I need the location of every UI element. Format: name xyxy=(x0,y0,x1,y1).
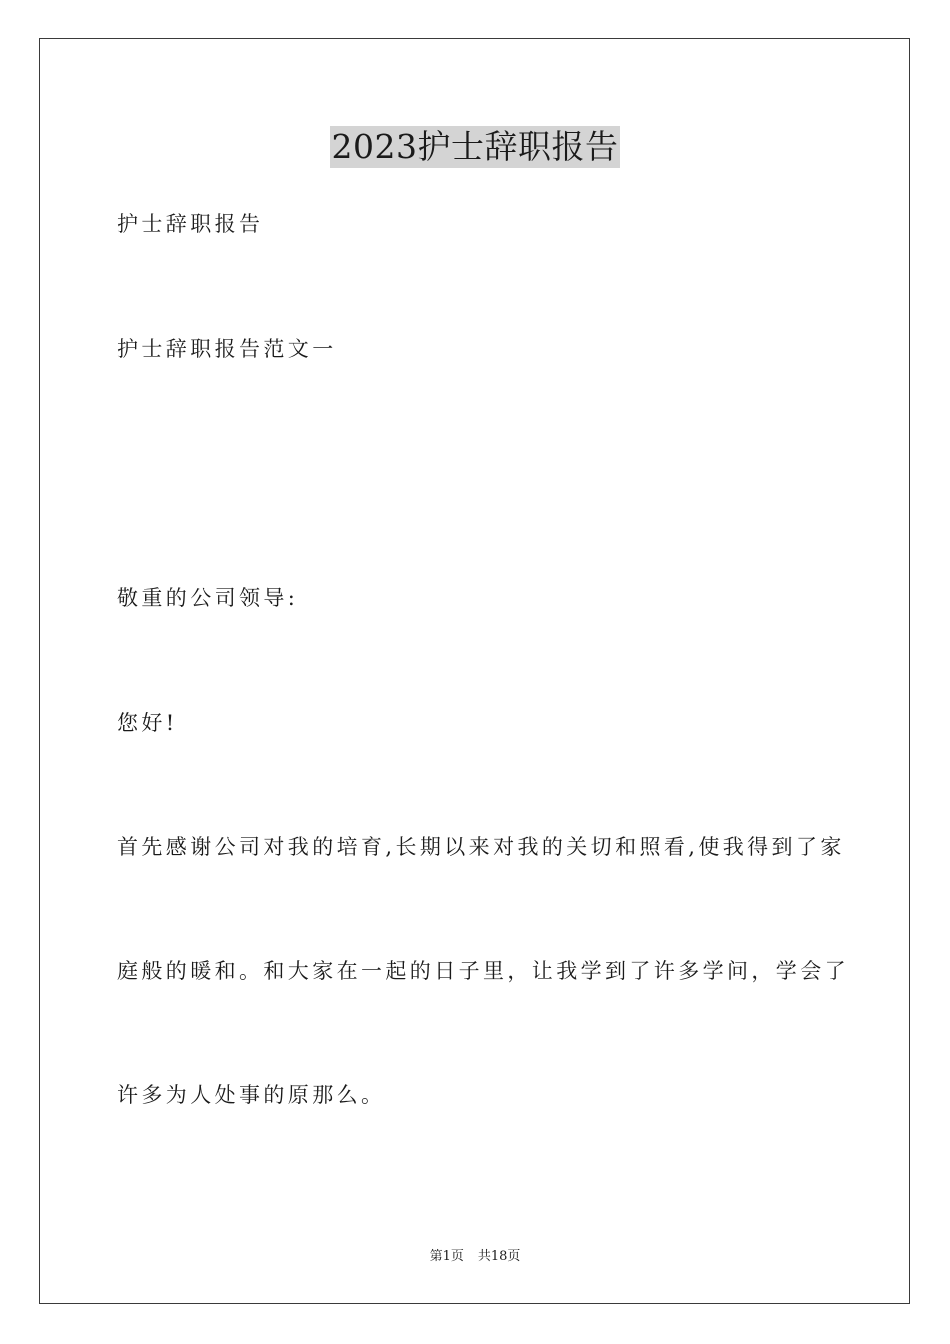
paragraph-salutation: 敬重的公司领导: xyxy=(117,586,299,610)
paragraph-body-line: 庭般的暖和。和大家在一起的日子里，让我学到了许多学问，学会了 xyxy=(117,959,849,983)
paragraph-subheading: 护士辞职报告范文一 xyxy=(117,337,337,361)
page-number-total: 共18页 xyxy=(477,1249,521,1264)
paragraph-heading: 护士辞职报告 xyxy=(117,212,264,236)
document-title xyxy=(0,126,950,168)
page-footer xyxy=(0,1248,950,1266)
paragraph-body-line: 许多为人处事的原那么。 xyxy=(117,1083,386,1107)
paragraph-greeting: 您好! xyxy=(117,711,178,735)
page-number-current: 第1页 xyxy=(429,1249,464,1264)
document-title-text: 2023护士辞职报告 xyxy=(331,127,619,166)
paragraph-body-line: 首先感谢公司对我的培育,长期以来对我的关切和照看,使我得到了家 xyxy=(117,835,845,859)
